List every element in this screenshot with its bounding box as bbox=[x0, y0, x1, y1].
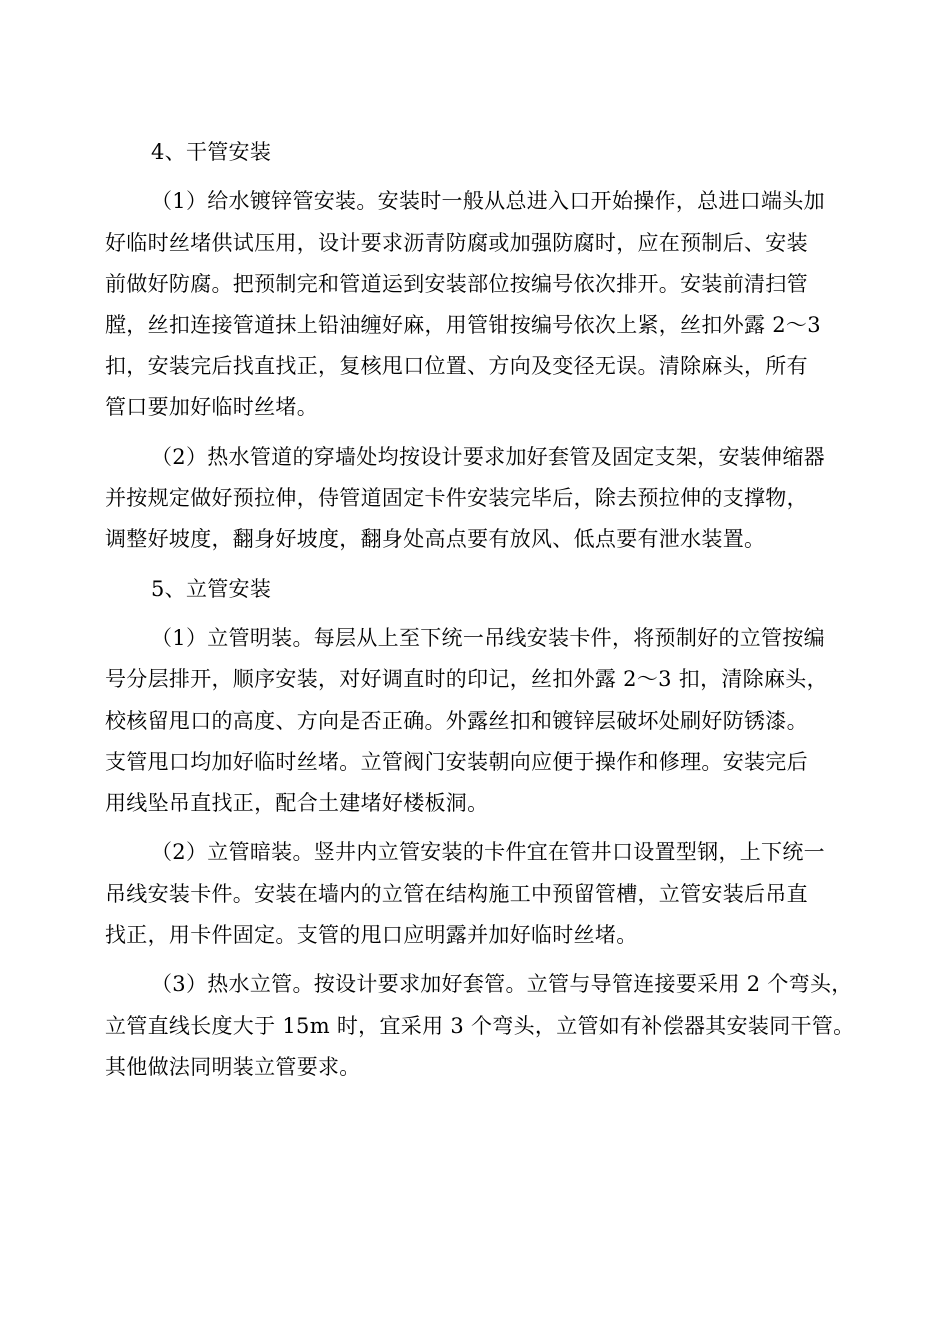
paragraph-line: 用线坠吊直找正，配合土建堵好楼板洞。 bbox=[105, 791, 489, 815]
paragraph bbox=[105, 181, 857, 428]
section-heading: 5、立管安装 bbox=[151, 576, 272, 601]
paragraph-line: 立管直线长度大于 15m 时，宜采用 3 个弯头，立管如有补偿器其安装同干管。 bbox=[105, 1013, 855, 1038]
paragraph-line: （2）热水管道的穿墙处均按设计要求加好套管及固定支架，安装伸缩器 bbox=[151, 444, 825, 469]
paragraph-line: 号分层排开，顺序安装，对好调直时的印记，丝扣外露 2～3 扣，清除麻头， bbox=[105, 667, 828, 692]
paragraph-line: （3）热水立管。按设计要求加好套管。立管与导管连接要采用 2 个弯头， bbox=[151, 972, 853, 997]
paragraph-line: 前做好防腐。把预制完和管道运到安装部位按编号依次排开。安装前清扫管 bbox=[105, 271, 808, 296]
paragraph-line: 找正，用卡件固定。支管的甩口应明露并加好临时丝堵。 bbox=[105, 922, 638, 947]
paragraph-line: 膛，丝扣连接管道抹上铅油缠好麻，用管钳按编号依次上紧，丝扣外露 2～3 bbox=[105, 313, 821, 338]
paragraph bbox=[105, 964, 857, 1088]
paragraph-line: 并按规定做好预拉伸，侍管道固定卡件安装完毕后，除去预拉伸的支撑物， bbox=[105, 486, 808, 511]
paragraph-line: （2）立管暗装。竖井内立管安装的卡件宜在管井口设置型钢，上下统一 bbox=[151, 840, 825, 865]
section-heading: 4、干管安装 bbox=[151, 140, 272, 164]
paragraph-line: （1）立管明装。每层从上至下统一吊线安装卡件，将预制好的立管按编 bbox=[151, 626, 825, 651]
paragraph-line: 校核留甩口的高度、方向是否正确。外露丝扣和镀锌层破坏处刷好防锈漆。 bbox=[105, 708, 808, 733]
paragraph-line: 调整好坡度，翻身好坡度，翻身处高点要有放风、低点要有泄水装置。 bbox=[105, 527, 766, 552]
paragraph-line: 管口要加好临时丝堵。 bbox=[105, 395, 318, 420]
paragraph-line: 好临时丝堵供试压用，设计要求沥青防腐或加强防腐时，应在预制后、安装 bbox=[105, 230, 808, 255]
paragraph bbox=[105, 618, 857, 824]
paragraph-line: 扣，安装完后找直找正，复核甩口位置、方向及变径无误。清除麻头，所有 bbox=[105, 354, 808, 379]
paragraph bbox=[105, 832, 857, 956]
paragraph-line: 吊线安装卡件。安装在墙内的立管在结构施工中预留管槽，立管安装后吊直 bbox=[105, 881, 808, 906]
paragraph bbox=[105, 437, 857, 561]
paragraph-line: （1）给水镀锌管安装。安装时一般从总进入口开始操作，总进口端头加 bbox=[151, 189, 825, 214]
document-body bbox=[105, 132, 857, 1088]
paragraph-line: 其他做法同明装立管要求。 bbox=[105, 1054, 361, 1079]
paragraph-line: 支管甩口均加好临时丝堵。立管阀门安装朝向应便于操作和修理。安装完后 bbox=[105, 749, 808, 774]
